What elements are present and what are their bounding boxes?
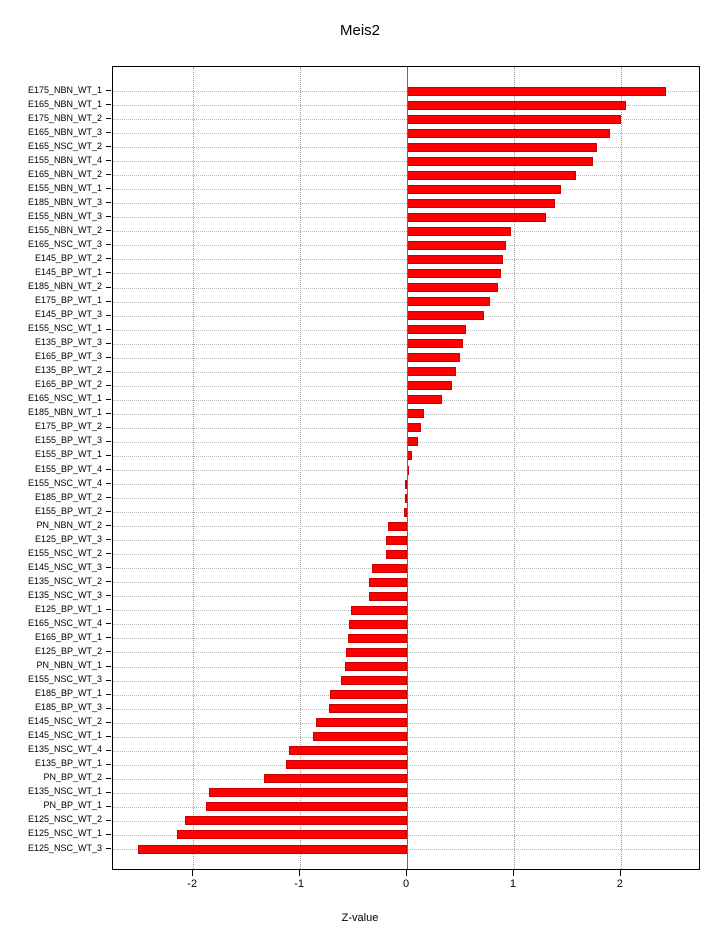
y-axis-tick — [106, 497, 111, 498]
y-axis-tick-label: E185_NBN_WT_1 — [27, 407, 102, 418]
y-axis-tick-label: E165_NBN_WT_2 — [27, 168, 102, 179]
y-axis-tick — [106, 595, 111, 596]
y-axis-tick-label: E165_NSC_WT_3 — [27, 238, 102, 249]
y-axis-tick — [106, 301, 111, 302]
x-axis-tick-label: 0 — [402, 878, 410, 890]
y-axis-tick-label: E125_BP_WT_3 — [34, 533, 102, 544]
y-axis-tick — [106, 146, 111, 147]
x-axis-tick-label: -1 — [294, 878, 304, 890]
y-axis-tick-label: E135_NSC_WT_3 — [27, 589, 102, 600]
y-axis-tick — [106, 216, 111, 217]
y-axis-tick-label: E125_NSC_WT_1 — [27, 828, 102, 839]
y-axis-tick — [106, 427, 111, 428]
y-axis-tick-label: E135_NSC_WT_4 — [27, 744, 102, 755]
y-axis-tick — [106, 792, 111, 793]
y-axis-tick-label: E185_BP_WT_3 — [34, 702, 102, 713]
zero-line-layer — [113, 67, 699, 869]
y-axis-tick-label: E165_BP_WT_3 — [34, 351, 102, 362]
y-axis-tick-label: E125_NSC_WT_3 — [27, 842, 102, 853]
y-axis-tick — [106, 160, 111, 161]
y-axis-tick-label: PN_BP_WT_1 — [43, 800, 102, 811]
y-axis-tick — [106, 188, 111, 189]
y-axis-tick — [106, 272, 111, 273]
y-axis-tick — [106, 413, 111, 414]
y-axis-tick — [106, 806, 111, 807]
y-axis-tick-label: E175_NBN_WT_2 — [27, 112, 102, 123]
y-axis-tick — [106, 104, 111, 105]
zero-reference-line — [407, 67, 408, 869]
y-axis-tick — [106, 820, 111, 821]
y-axis-tick-label: E165_BP_WT_1 — [34, 631, 102, 642]
y-axis-tick-label: E155_NSC_WT_4 — [27, 477, 102, 488]
y-axis-tick — [106, 202, 111, 203]
y-axis-tick-label: E175_BP_WT_2 — [34, 421, 102, 432]
y-axis-tick — [106, 511, 111, 512]
x-axis-tick — [299, 870, 300, 876]
plot-area — [112, 66, 700, 870]
y-axis-tick — [106, 539, 111, 540]
y-axis-tick-label: E155_BP_WT_1 — [34, 449, 102, 460]
y-axis-tick-label: E135_BP_WT_3 — [34, 337, 102, 348]
y-axis-tick — [106, 567, 111, 568]
y-axis-labels — [0, 66, 108, 870]
y-axis-tick-label: E165_NBN_WT_1 — [27, 98, 102, 109]
y-axis-tick — [106, 230, 111, 231]
y-axis-tick — [106, 90, 111, 91]
y-axis-tick — [106, 287, 111, 288]
y-axis-tick — [106, 581, 111, 582]
y-axis-tick-label: E125_BP_WT_1 — [34, 603, 102, 614]
y-axis-tick — [106, 399, 111, 400]
y-axis-tick-label: E185_BP_WT_1 — [34, 688, 102, 699]
y-axis-tick-label: PN_BP_WT_2 — [43, 772, 102, 783]
y-axis-tick-label: E135_NSC_WT_2 — [27, 575, 102, 586]
x-axis — [112, 870, 700, 900]
y-axis-tick-label: E155_NBN_WT_1 — [27, 182, 102, 193]
y-axis-tick-label: E165_NSC_WT_4 — [27, 617, 102, 628]
x-axis-title: Z-value — [341, 912, 379, 924]
y-axis-tick — [106, 694, 111, 695]
y-axis-tick-label: E145_BP_WT_2 — [34, 252, 102, 263]
y-axis-tick — [106, 764, 111, 765]
y-axis-tick-label: E155_BP_WT_2 — [34, 505, 102, 516]
y-axis-tick-label: E175_BP_WT_1 — [34, 295, 102, 306]
x-axis-tick-label: -2 — [187, 878, 198, 890]
y-axis-tick-label: E175_NBN_WT_1 — [27, 84, 102, 95]
y-axis-tick — [106, 441, 111, 442]
y-axis-tick — [106, 750, 111, 751]
y-axis-tick — [106, 722, 111, 723]
y-axis-tick-label: E155_NSC_WT_3 — [27, 674, 102, 685]
y-axis-tick — [106, 553, 111, 554]
y-axis-tick — [106, 736, 111, 737]
y-axis-tick-label: E125_NSC_WT_2 — [27, 814, 102, 825]
y-axis-tick — [106, 385, 111, 386]
y-axis-tick-label: E135_BP_WT_1 — [34, 758, 102, 769]
x-axis-tick-label: 1 — [509, 878, 516, 890]
x-axis-tick — [406, 870, 407, 876]
y-axis-tick — [106, 357, 111, 358]
y-axis-tick — [106, 343, 111, 344]
y-axis-tick-label: E135_BP_WT_2 — [34, 365, 102, 376]
y-axis-tick-label: E145_NSC_WT_2 — [27, 716, 102, 727]
y-axis-tick — [106, 174, 111, 175]
y-axis-tick-label: E185_NBN_WT_2 — [27, 281, 102, 292]
y-axis-tick — [106, 637, 111, 638]
y-axis-tick — [106, 525, 111, 526]
y-axis-tick — [106, 132, 111, 133]
y-axis-tick-label: E165_NBN_WT_3 — [27, 126, 102, 137]
y-axis-tick-label: E155_NBN_WT_2 — [27, 224, 102, 235]
y-axis-tick — [106, 609, 111, 610]
y-axis-tick — [106, 455, 111, 456]
y-axis-tick-label: E185_BP_WT_2 — [34, 491, 102, 502]
y-axis-tick-label: PN_NBN_WT_1 — [36, 660, 102, 671]
y-axis-tick-label: E165_NSC_WT_2 — [27, 140, 102, 151]
y-axis-tick — [106, 371, 111, 372]
y-axis-tick-label: E145_BP_WT_1 — [34, 266, 102, 277]
y-axis-tick — [106, 708, 111, 709]
y-axis-tick — [106, 258, 111, 259]
y-axis-tick — [106, 848, 111, 849]
y-axis-tick-label: E165_BP_WT_2 — [34, 379, 102, 390]
chart-title: Meis2 — [339, 22, 380, 39]
y-axis-tick-label: E145_NSC_WT_1 — [27, 730, 102, 741]
y-axis-tick — [106, 315, 111, 316]
y-axis-tick — [106, 469, 111, 470]
y-axis-tick — [106, 651, 111, 652]
y-axis-tick-label: E185_NBN_WT_3 — [27, 196, 102, 207]
x-axis-tick-label: 2 — [616, 878, 623, 890]
y-axis-tick-label: E145_BP_WT_3 — [34, 309, 102, 320]
y-axis-tick-label: E155_BP_WT_3 — [34, 435, 102, 446]
y-axis-tick-label: E155_NSC_WT_1 — [27, 323, 102, 334]
y-axis-tick — [106, 244, 111, 245]
y-axis-tick — [106, 778, 111, 779]
y-axis-tick-label: E165_NSC_WT_1 — [27, 393, 102, 404]
y-axis-tick — [106, 680, 111, 681]
y-axis-tick — [106, 623, 111, 624]
y-axis-tick-label: E155_BP_WT_4 — [34, 463, 102, 474]
y-axis-tick-label: PN_NBN_WT_2 — [36, 519, 102, 530]
y-axis-tick — [106, 329, 111, 330]
y-axis-tick — [106, 483, 111, 484]
y-axis-tick-label: E155_NBN_WT_3 — [27, 210, 102, 221]
x-axis-tick — [513, 870, 514, 876]
y-axis-tick-label: E125_BP_WT_2 — [34, 645, 102, 656]
y-axis-tick — [106, 834, 111, 835]
y-axis-tick-label: E155_NSC_WT_2 — [27, 547, 102, 558]
x-axis-tick — [620, 870, 621, 876]
y-axis-tick-label: E135_NSC_WT_1 — [27, 786, 102, 797]
y-axis-tick-label: E155_NBN_WT_4 — [27, 154, 102, 165]
y-axis-tick — [106, 666, 111, 667]
x-axis-tick — [192, 870, 193, 876]
y-axis-tick-label: E145_NSC_WT_3 — [27, 561, 102, 572]
y-axis-tick — [106, 118, 111, 119]
